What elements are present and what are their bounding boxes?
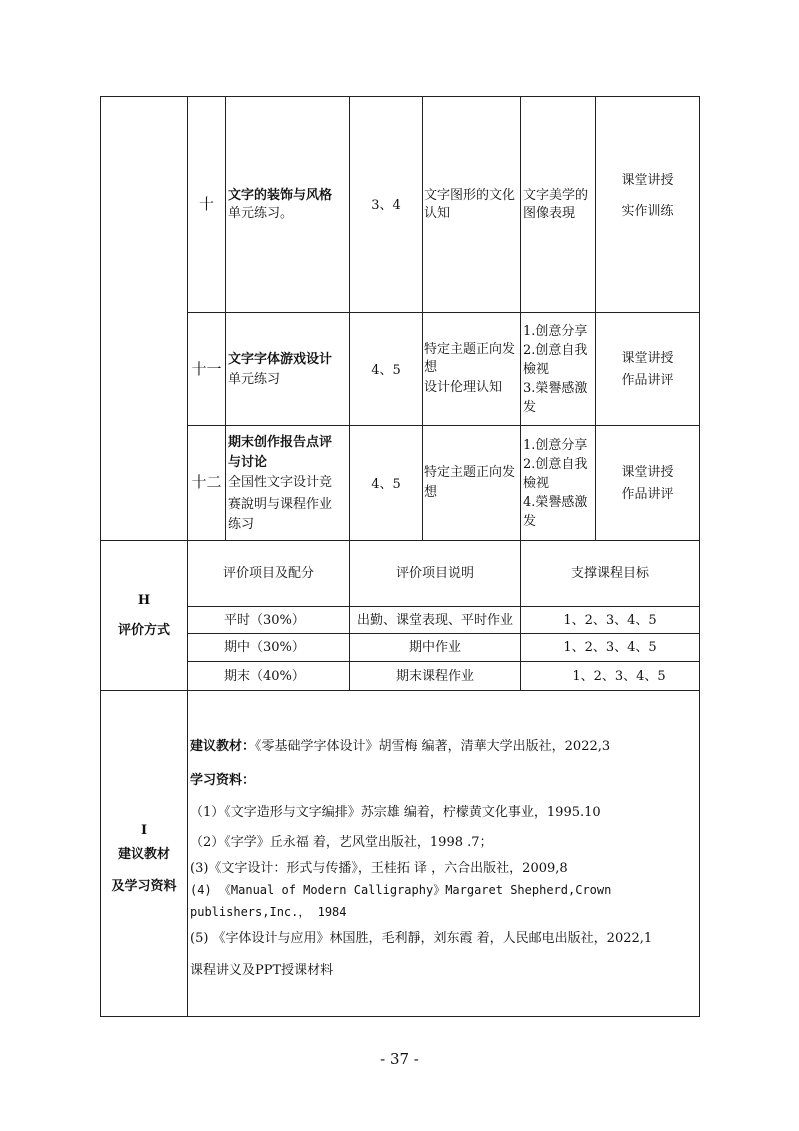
goal1-line: 特定主题正向发 bbox=[424, 342, 516, 357]
section-letter: I bbox=[140, 823, 148, 838]
material-item: （1）《文字造形与文字编排》苏宗雄 编着，柠檬黄文化事业，1995.10 bbox=[190, 805, 601, 820]
goal2-line: 1.创意分享 bbox=[523, 324, 588, 339]
textbook-line bbox=[190, 738, 610, 755]
goal1-line: 认知 bbox=[424, 206, 451, 221]
material-item: (3)《文字设计：形式与传播》，王桂拓 译 ，六合出版社，2009,8 bbox=[190, 861, 568, 876]
material-item: publishers,Inc.， 1984 bbox=[190, 905, 347, 919]
eval-desc: 出勤、课堂表现、平时作业 bbox=[356, 613, 513, 628]
weeks: 4、5 bbox=[371, 477, 401, 492]
topic-detail: 单元练习 bbox=[228, 372, 281, 387]
materials-label: 学习资料： bbox=[190, 773, 256, 788]
topic-detail: 全国性文字设计竞 bbox=[228, 475, 333, 490]
eval-item: 平时（30%） bbox=[224, 613, 305, 628]
textbook-label: 建议教材： bbox=[190, 739, 256, 754]
method: 实作训练 bbox=[621, 204, 674, 219]
goal2-line: 文字美学的 bbox=[523, 188, 589, 203]
method: 课堂讲授 bbox=[621, 465, 674, 480]
material-item: 课程讲义及PPT授课材料 bbox=[190, 963, 334, 978]
eval-item: 期末（40%） bbox=[224, 669, 305, 684]
section-letter: H bbox=[137, 593, 151, 608]
goal2-line: 1.创意分享 bbox=[523, 438, 588, 453]
section-label: 建议教材 bbox=[117, 847, 170, 862]
row-number: 十一 bbox=[191, 360, 222, 378]
goal2-line: 檢视 bbox=[523, 476, 550, 491]
goal2-line: 发 bbox=[523, 400, 537, 415]
weeks: 4、5 bbox=[371, 363, 401, 378]
eval-targets: 1、2、3、4、5 bbox=[563, 613, 657, 628]
row-number: 十二 bbox=[191, 473, 222, 491]
method: 课堂讲授 bbox=[621, 351, 674, 366]
eval-item: 期中（30%） bbox=[224, 640, 305, 655]
goal1-line: 想 bbox=[424, 485, 438, 500]
topic-title: 与讨论 bbox=[228, 455, 268, 470]
goal2-line: 2.创意自我 bbox=[523, 343, 588, 358]
material-item: （2）《字学》丘永福 着，艺风堂出版社，1998 .7； bbox=[190, 835, 493, 850]
method: 作品讲评 bbox=[621, 373, 674, 388]
table-header: 支撑课程目标 bbox=[570, 566, 649, 581]
topic-detail: 单元练习。 bbox=[228, 206, 294, 221]
goal2-line: 3.榮譽感激 bbox=[523, 381, 588, 396]
table-header: 评价项目及配分 bbox=[222, 566, 314, 581]
topic-title: 期末创作报告点评 bbox=[228, 435, 333, 450]
eval-targets: 1、2、3、4、5 bbox=[572, 669, 666, 684]
textbook-text: 《零基础学字体设计》胡雪梅 编著，清華大学出版社，2022,3 bbox=[255, 739, 611, 754]
topic-detail: 赛說明与课程作业 bbox=[228, 497, 333, 512]
goal2-line: 4.榮譽感激 bbox=[523, 495, 588, 510]
topic-title: 文字的装饰与风格 bbox=[228, 188, 333, 203]
goal1-line: 文字图形的文化 bbox=[424, 188, 516, 203]
eval-desc: 期中作业 bbox=[408, 640, 461, 655]
material-item: (4) 《Manual of Modern Calligraphy》Margaret Shepherd,Crown bbox=[190, 883, 612, 897]
method: 课堂讲授 bbox=[621, 173, 674, 188]
goal2-line: 2.创意自我 bbox=[523, 457, 588, 472]
goal1-line: 特定主题正向发 bbox=[424, 465, 516, 480]
goal2-line: 发 bbox=[523, 514, 537, 529]
page-number: - 37 - bbox=[380, 1050, 419, 1068]
table-header: 评价项目说明 bbox=[395, 566, 474, 581]
topic-title: 文字字体游戏设计 bbox=[228, 352, 333, 367]
method: 作品讲评 bbox=[621, 487, 674, 502]
goal1-line: 想 bbox=[424, 360, 438, 375]
row-number: 十 bbox=[198, 195, 214, 213]
goal2-line: 檢视 bbox=[523, 362, 550, 377]
goal1-line: 设计伦理认知 bbox=[424, 380, 503, 395]
section-label: 评价方式 bbox=[117, 623, 170, 638]
eval-targets: 1、2、3、4、5 bbox=[563, 640, 657, 655]
topic-detail: 练习 bbox=[228, 517, 255, 532]
section-label: 及学习资料 bbox=[111, 879, 177, 894]
eval-desc: 期末课程作业 bbox=[395, 669, 474, 684]
weeks: 3、4 bbox=[371, 198, 401, 213]
material-item: (5) 《字体设计与应用》林国胜，毛利靜，刘东霞 着，人民邮电出版社，2022,1 bbox=[190, 931, 653, 946]
goal2-line: 图像表現 bbox=[523, 206, 576, 221]
